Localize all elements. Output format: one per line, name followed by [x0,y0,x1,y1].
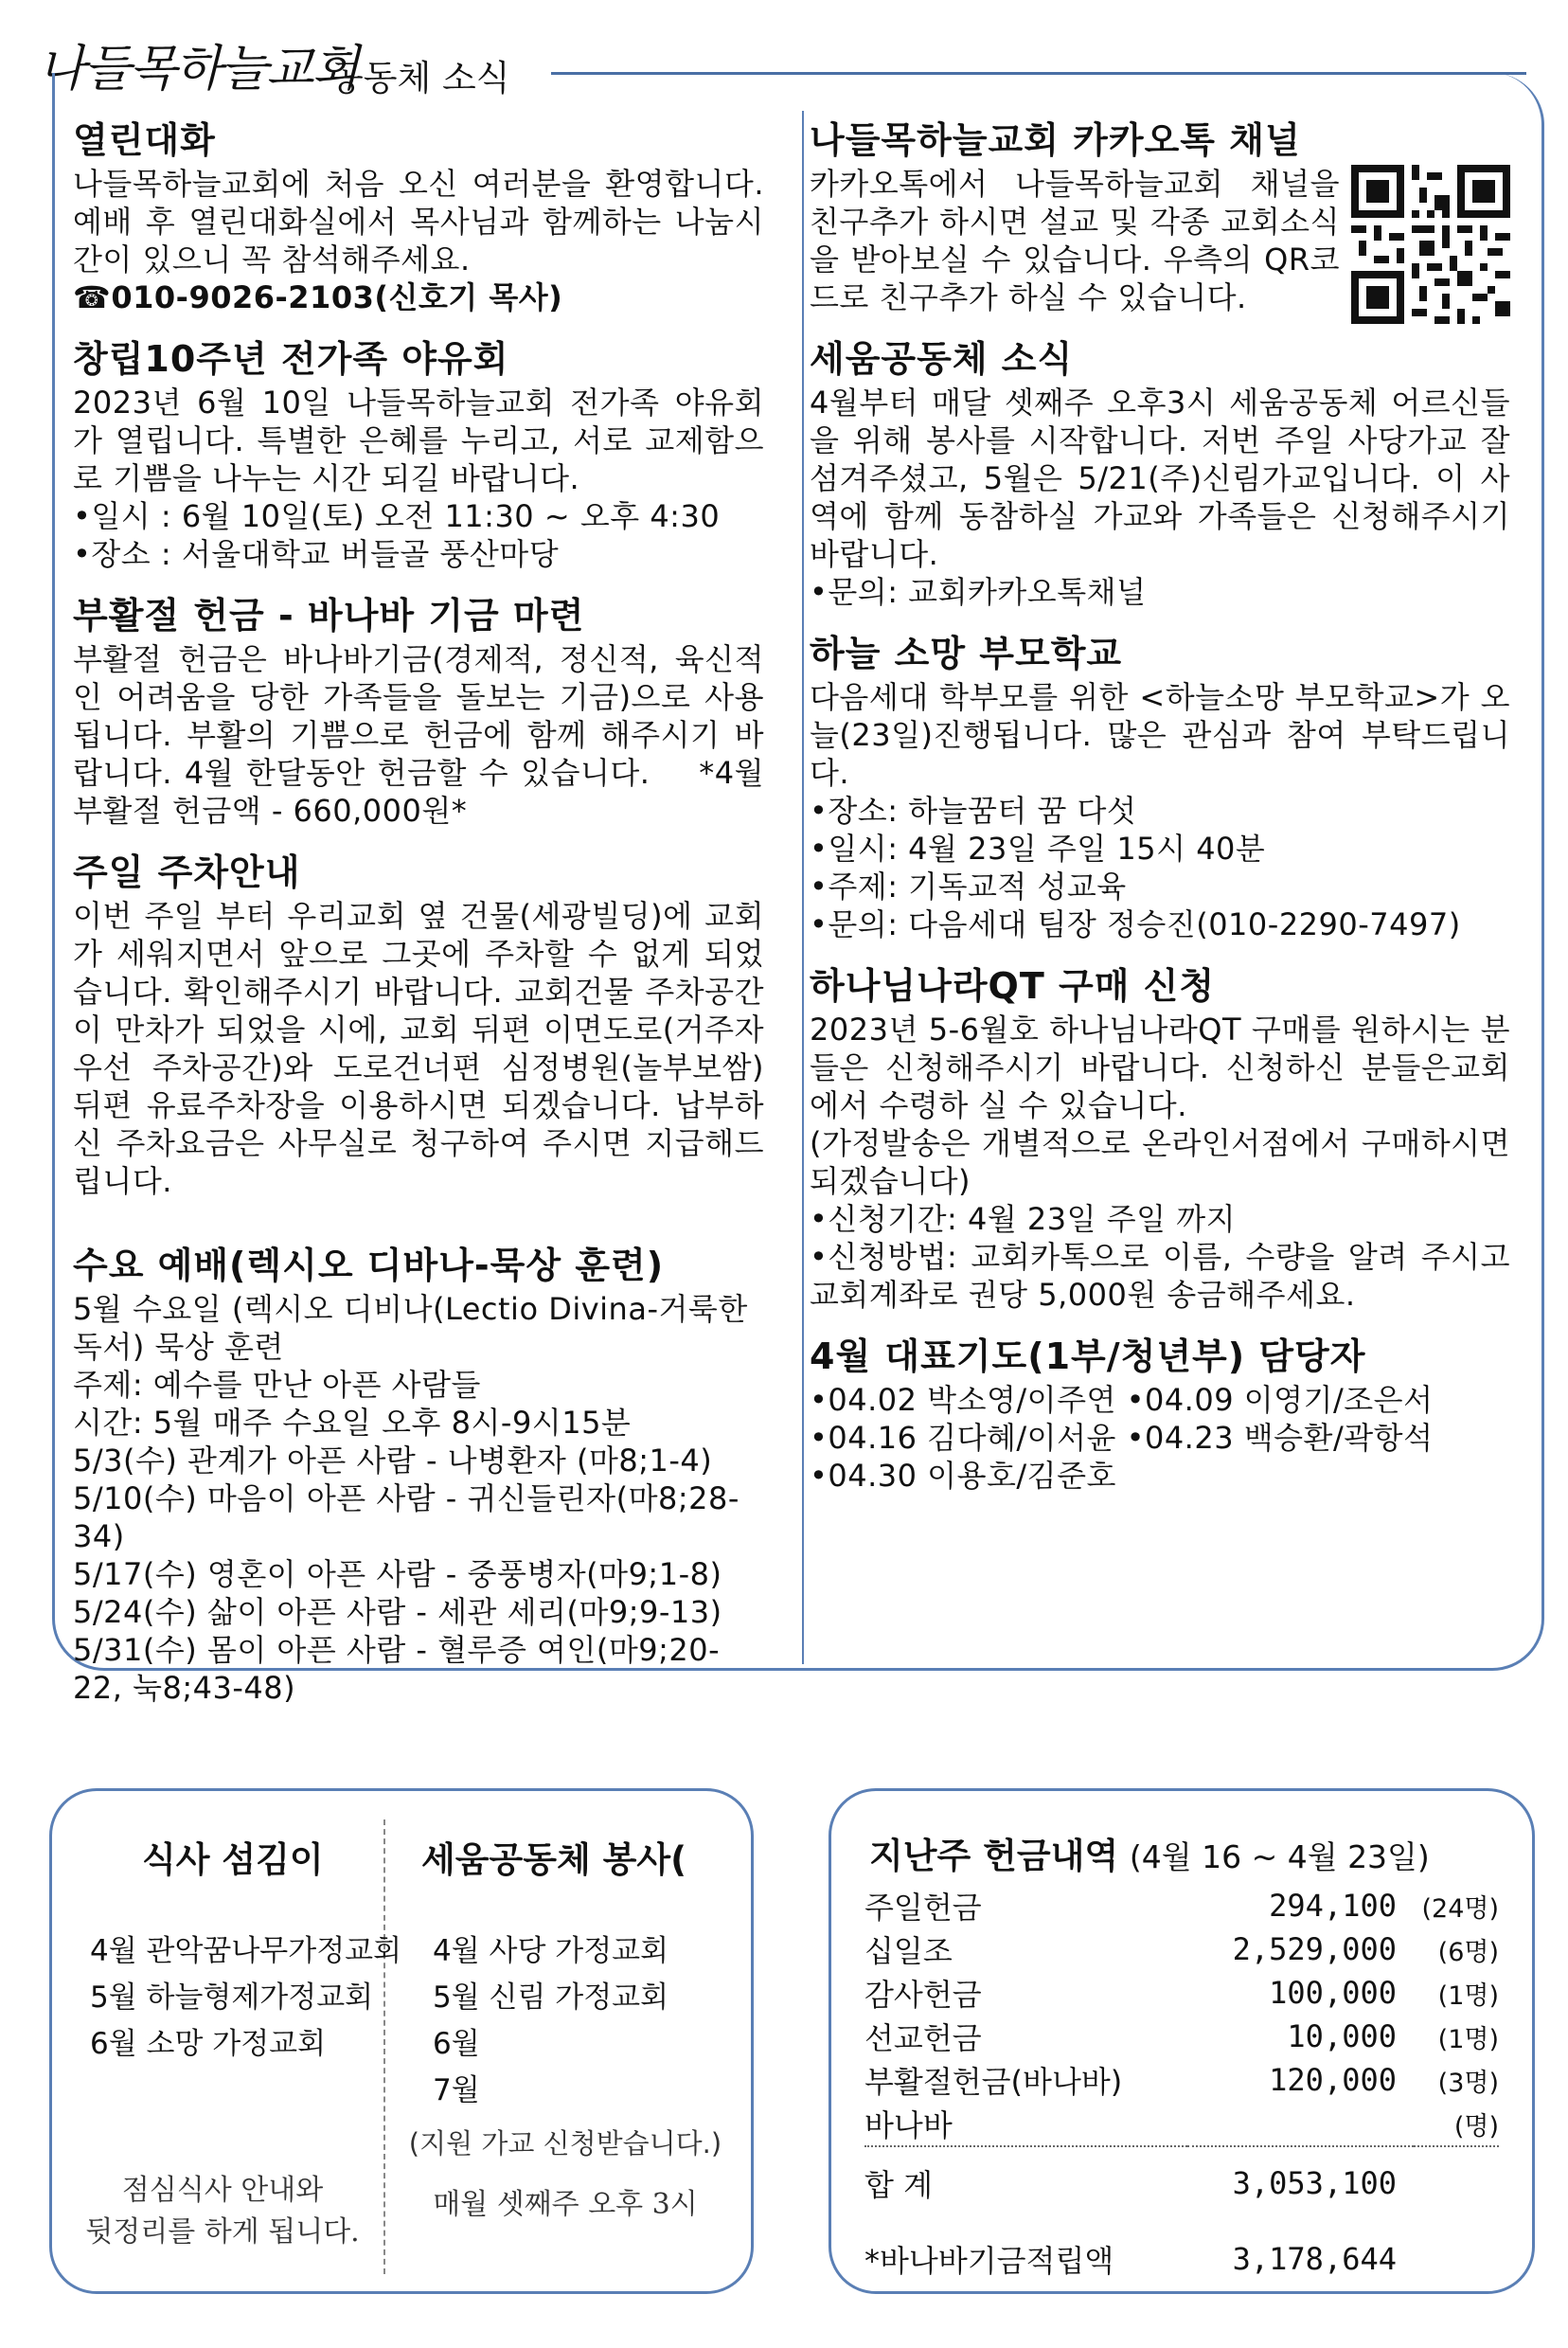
easter-body: 부활절 헌금은 바나바기금(경제적, 정신적, 육신적인 어려움을 당한 가족들을 돌보는 기금)으로 사용됩니다. 부활의 기쁨으로 헌금에 함께 해주시기 바랍니다. 4월 한달동안 헌금할 수 있습니다. [73,641,764,791]
list-item: 5/3(수) 관계가 아픈 사람 - 나병환자 (마8;1-4) [73,1443,713,1479]
sewoom-section [810,330,1510,611]
offering-header [869,1827,1430,1878]
section-title: 하늘 소망 부모학교 [810,633,1123,674]
section-body: 이번 주일 부터 우리교회 옆 건물(세광빌딩)에 교회가 세워지면서 앞으로 그곳에 주차할 수 없게 되었습니다. 확인해주시기 바랍니다. 교회건물 주차공간이 만차가 되었을 시에, 교회 뒤편 이면도로(거주자 우선 주차공간)와 도로건너편 심정병원(놀부보쌈) 뒤편 유료주차장을 이용하시면 되겠습니다. 납부하신 주차요금은 사무실로 청구하여 주시면 지급해드립니다. [73,898,764,1199]
offering-title: 지난주 헌금내역 [869,1836,1119,1876]
table-row [864,1927,1499,1971]
total-amount: 3,053,100 [1187,2146,1414,2212]
open-talk-section [73,111,764,316]
list-item: 4월 관악꿈나무가정교회 [90,1934,402,1968]
section-body: 2023년 5-6월호 하나님나라QT 구매를 원하시는 분들은 신청해주시기 바랍니다. 신청하신 분들은교회에서 수령하 실 수 있습니다. [810,1012,1510,1123]
list-item: 5월 하늘형제가정교회 [90,1981,374,2015]
section-body: 4월부터 매달 셋째주 오후3시 세움공동체 어르신들을 위해 봉사를 시작합니다. 저번 주일 사당가교 잘 섬겨주셨고, 5월은 5/21(주)신림가교입니다. 이 사역에 함께 동참하실 가교와 가족들은 신청해주시기 바랍니다. [810,385,1510,572]
left-column [73,111,764,1720]
offering-period: (4월 16 ~ 4월 23일) [1129,1838,1430,1875]
qt-method: •신청방법: 교회카톡으로 이름, 수량을 알려 주시고 교회계좌로 권당 5,000원 송금해주세요. [810,1239,1510,1313]
contact-phone: ☎010-9026-2103(신호기 목사) [73,279,563,315]
offering-amount: 120,000 [1269,2062,1397,2098]
easter-amount-note: *4월 부활절 헌금액 - 660,000원* [73,755,765,829]
service-schedule [395,2184,736,2226]
note-line: 매월 셋째주 오후 3시 [433,2188,698,2221]
offering-amount: 100,000 [1269,1975,1397,2011]
offering-amount: 294,100 [1269,1888,1397,1924]
offering-name: 십일조 [864,1933,953,1969]
meal-note [71,2170,374,2253]
note-line: 점심식사 안내와 [121,2174,324,2207]
column-divider [802,111,804,1664]
list-item: •04.02 박소영/이주연 •04.09 이영기/조은서 [810,1382,1434,1418]
parents-school-section [810,624,1510,943]
meal-title: 식사 섬김이 [142,1839,324,1880]
parking-section [73,843,764,1200]
section-title: 부활절 헌금 - 바나바 기금 마련 [73,595,585,636]
qr-code-icon[interactable] [1351,165,1510,324]
section-body: 나들목하늘교회에 처음 오신 여러분을 환영합니다. 예배 후 열린대화실에서 목사님과 함께하는 나눔시간이 있으니 꼭 참석해주세요. [73,166,764,278]
list-item: 7월 [433,2073,480,2107]
section-title: 4월 대표기도(1부/청년부) 담당자 [810,1335,1366,1377]
list-item: 시간: 5월 매주 수요일 오후 8시-9시15분 [73,1405,632,1441]
list-item: 5/10(수) 마음이 아픈 사람 - 귀신들린자(마8;28-34) [73,1480,739,1554]
list-item: •주제: 기독교적 성교육 [810,869,1127,905]
list-item: •문의: 다음세대 팀장 정승진(010-2290-7497) [810,906,1461,942]
fund-label: *바나바기금적립액 [864,2243,1114,2279]
fund-row [864,2212,1499,2287]
table-row [864,1971,1499,2015]
fund-amount: 3,178,644 [1232,2241,1397,2277]
wednesday-service-section [73,1236,764,1707]
table-row [864,2058,1499,2102]
offering-count: (명) [1453,2111,1499,2142]
section-title: 하나님나라QT 구매 신청 [810,965,1216,1007]
section-title: 세움공동체 소식 [810,338,1074,380]
section-title: 주일 주차안내 [73,851,301,893]
offering-count: (3명) [1437,2068,1499,2098]
service-title: 세움공동체 봉사( [421,1839,686,1880]
total-label: 합 계 [864,2146,1187,2212]
qt-note: (가정발송은 개별적으로 온라인서점에서 구매하시면 되겠습니다) [810,1125,1510,1199]
section-title: 열린대화 [73,119,216,161]
total-row [864,2146,1499,2212]
table-row [864,2015,1499,2058]
offering-amount: 10,000 [1287,2018,1397,2054]
offering-name: 선교헌금 [864,2020,982,2056]
meal-list [90,1928,401,2068]
header-subtitle: 공동체 소식 [330,58,510,99]
section-title: 창립10주년 전가족 야유회 [73,338,509,380]
note-line: (지원 가교 신청받습니다.) [408,2127,722,2160]
section-body [73,640,764,830]
list-item: 4월 사당 가정교회 [433,1934,669,1968]
table-row [864,1884,1499,1927]
section-title: 나들목하늘교회 카카오톡 채널 [810,119,1301,161]
qt-order-section [810,957,1510,1314]
list-item: 5/17(수) 영혼이 아픈 사람 - 중풍병자(마9;1-8) [73,1556,722,1592]
prayer-section [810,1327,1510,1495]
offering-count: (6명) [1437,1937,1499,1967]
list-item: 6월 소망 가정교회 [90,2027,327,2061]
contact-line: •문의: 교회카카오톡채널 [810,574,1147,610]
picnic-section [73,330,764,573]
kakao-section [810,111,1510,316]
list-item: 주제: 예수를 만난 아픈 사람들 [73,1367,481,1403]
list-item: 5/31(수) 몸이 아픈 사람 - 혈루증 여인(마9;20-22, 눅8;43-48) [73,1632,721,1706]
list-item: •04.30 이용호/김준호 [810,1458,1116,1494]
easter-offering-section [73,586,764,830]
offering-amount [1187,2102,1414,2146]
picnic-place: •장소 : 서울대학교 버들골 풍산마당 [73,536,560,572]
offering-table [864,1884,1499,2287]
offering-count: (1명) [1437,2024,1499,2054]
right-column [810,111,1510,1508]
offering-count: (24명) [1421,1893,1499,1924]
offering-name: 바나바 [864,2107,953,2143]
table-row [864,2102,1499,2146]
list-item: 5월 신림 가정교회 [433,1981,669,2015]
list-item: •장소: 하늘꿈터 꿈 다섯 [810,793,1137,829]
offering-count: (1명) [1437,1981,1499,2011]
offering-name: 부활절헌금(바나바) [864,2064,1123,2100]
serving-box [49,1788,754,2294]
section-body: 다음세대 학부모를 위한 <하늘소망 부모학교>가 오늘(23일)진행됩니다. 많은 관심과 참여 부탁드립니다. [810,679,1510,791]
note-line: 뒷정리를 하게 됩니다. [85,2215,360,2249]
service-list [433,1928,668,2114]
service-note [395,2123,736,2164]
offering-name: 주일헌금 [864,1890,982,1926]
offering-amount: 2,529,000 [1232,1931,1397,1967]
section-body: 2023년 6월 10일 나들목하늘교회 전가족 야유회가 열립니다. 특별한 은혜를 누리고, 서로 교제함으로 기쁨을 나누는 시간 되길 바랍니다. [73,385,764,496]
church-logo: 나들목하늘교회 [38,41,358,98]
qt-period: •신청기간: 4월 23일 주일 까지 [810,1201,1237,1237]
offering-box [829,1788,1535,2294]
list-item: •04.16 김다혜/이서윤 •04.23 백승환/곽항석 [810,1420,1434,1456]
list-item: •일시: 4월 23일 주일 15시 40분 [810,831,1266,867]
offering-name: 감사헌금 [864,1977,982,2013]
section-title: 수요 예배(렉시오 디바나-묵상 훈련) [73,1245,665,1286]
list-item: 5월 수요일 (렉시오 디비나(Lectio Divina-거룩한 독서) 묵상 훈련 [73,1291,748,1365]
list-item: 5/24(수) 삶이 아픈 사람 - 세관 세리(마9;9-13) [73,1594,722,1630]
section-body: 카카오톡에서 나들목하늘교회 채널을 친구추가 하시면 설교 및 각종 교회소식을 받아보실 수 있습니다. 우측의 QR코드로 친구추가 하실 수 있습니다. [810,166,1340,315]
list-item: 6월 [433,2027,480,2061]
picnic-date: •일시 : 6월 10일(토) 오전 11:30 ~ 오후 4:30 [73,498,721,534]
